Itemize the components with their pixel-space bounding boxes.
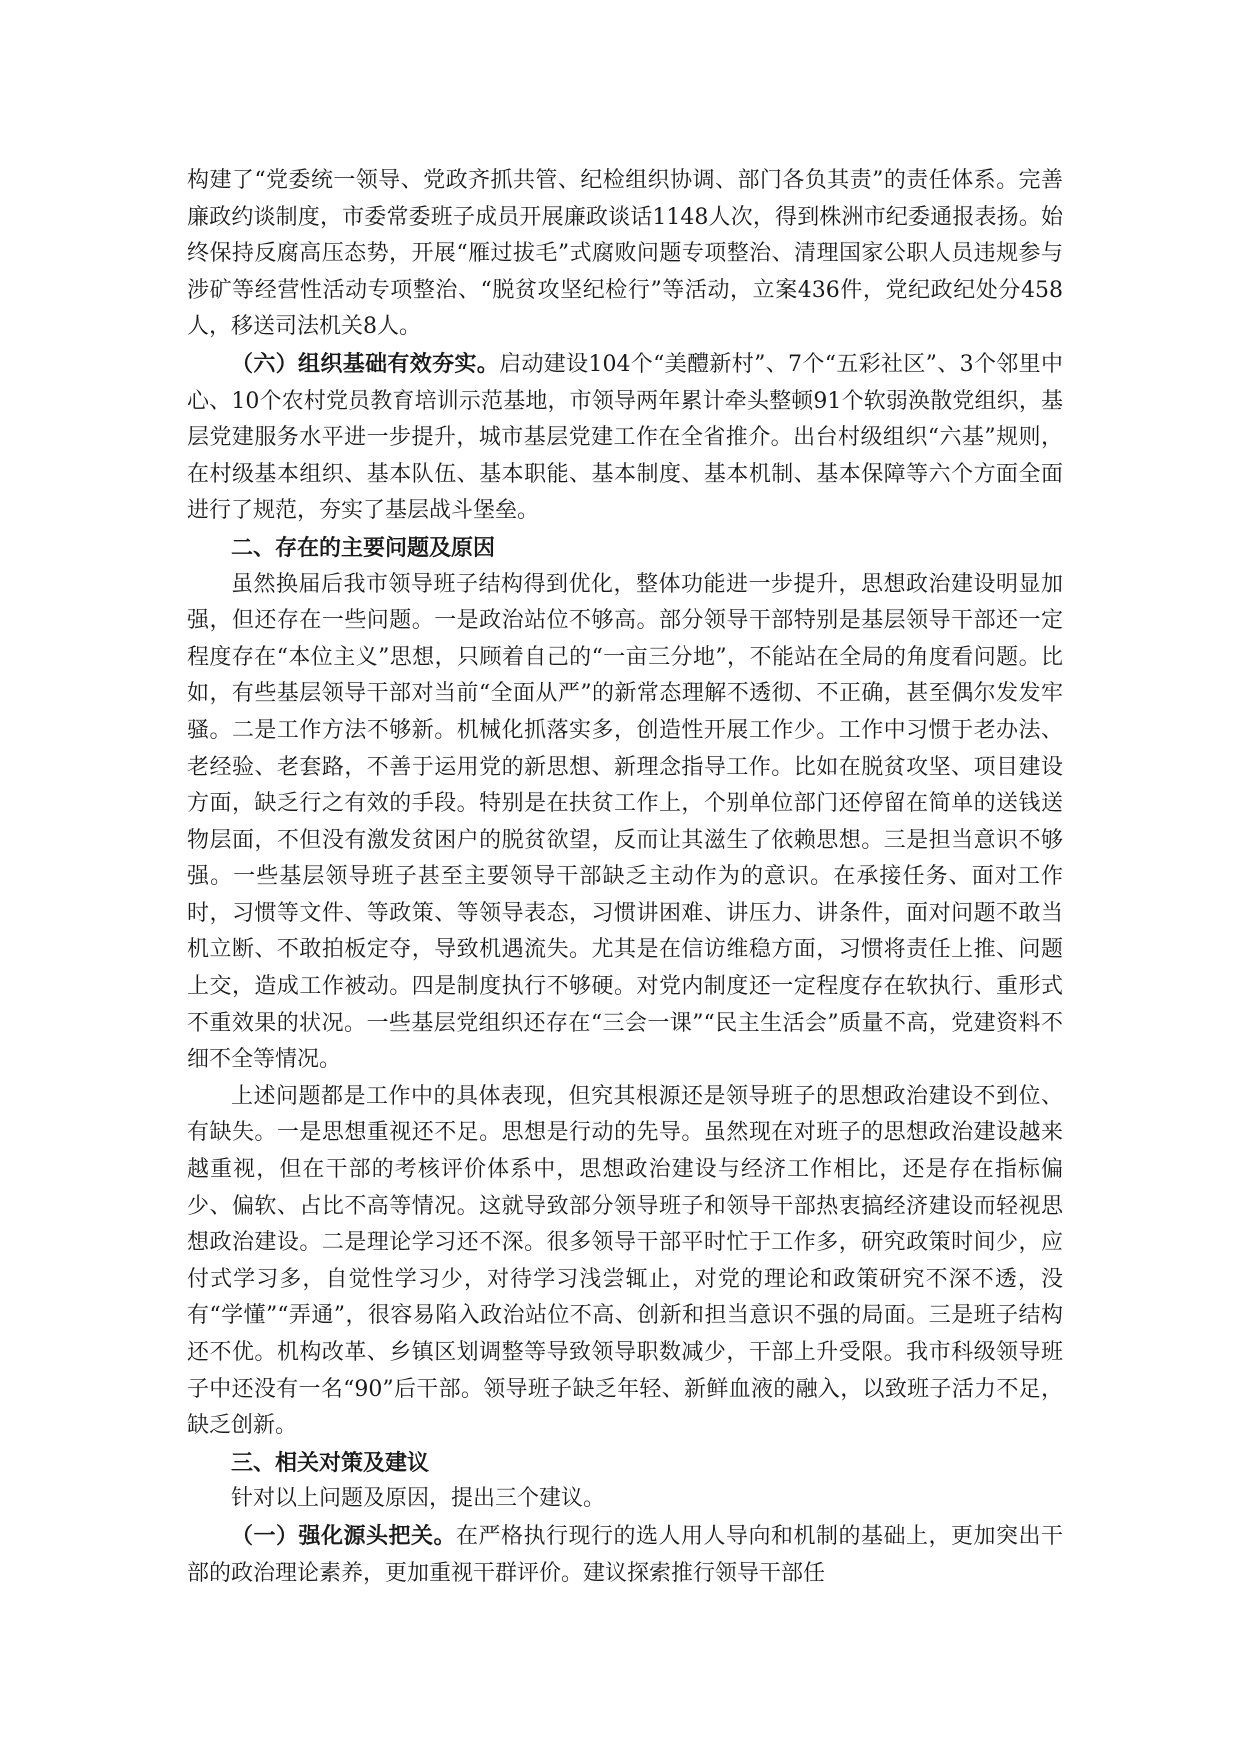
paragraph-text: 上述问题都是工作中的具体表现，但究其根源还是领导班子的思想政治建设不到位、有缺失。一是思想重视还不足。思想是行动的先导。虽然现在对班子的思想政治建设越来越重视，但在干部的考核评价体系中，思想政治建设与经济工作相比，还是存在指标偏少、偏软、占比不高等情况。这就导致部分领导班子和领导干部热衷搞经济建设而轻视思想政治建设。二是理论学习还不深。很多领导干部平时忙于工作多，研究政策时间少，应付式学习多，自觉性学习少，对待学习浅尝辄止，对党的理论和政策研究不深不透，没有“学懂”“弄通”，很容易陷入政治站位不高、创新和担当意识不强的局面。三是班子结构还不优。机构改革、乡镇区划调整等导致领导职数减少，干部上升受限。我市科级领导班子中还没有一名“90”后干部。领导班子缺乏年轻、新鲜血液的融入，以致班子活力不足，缺乏创新。 (187, 1083, 1063, 1439)
paragraph-text: 在严格执行现行的选人用人导向和机制的基础上，更加突出干部的政治理论素养，更加重视干群评价。建议探索推行领导干部任 (187, 1523, 1063, 1586)
paragraph-suggestions-intro (187, 1481, 1063, 1518)
paragraph-organization-foundation (187, 346, 1063, 530)
paragraph-lead: （六）组织基础有效夯实。 (231, 350, 500, 377)
paragraph-source-control (187, 1518, 1063, 1592)
paragraph-text: 虽然换届后我市领导班子结构得到优化，整体功能进一步提升，思想政治建设明显加强，但还存在一些问题。一是政治站位不够高。部分领导干部特别是基层领导干部还一定程度存在“本位主义”思想，只顾着自己的“一亩三分地”，不能站在全局的角度看问题。比如，有些基层领导干部对当前“全面从严”的新常态理解不透彻、不正确，甚至偶尔发发牢骚。二是工作方法不够新。机械化抓落实多，创造性开展工作少。工作中习惯于老办法、老经验、老套路，不善于运用党的新思想、新理念指导工作。比如在脱贫攻坚、项目建设方面，缺乏行之有效的手段。特别是在扶贫工作上，个别单位部门还停留在简单的送钱送物层面，不但没有激发贫困户的脱贫欲望，反而让其滋生了依赖思想。三是担当意识不够强。一些基层领导班子甚至主要领导干部缺乏主动作为的意识。在承接任务、面对工作时，习惯等文件、等政策、等领导表态，习惯讲困难、讲压力、讲条件，面对问题不敢当机立断、不敢拍板定夺，导致机遇流失。尤其是在信访维稳方面，习惯将责任上推、问题上交，造成工作被动。四是制度执行不够硬。对党内制度还一定程度存在软执行、重形式不重效果的状况。一些基层党组织还存在“三会一课”“民主生活会”质量不高，党建资料不细不全等情况。 (187, 571, 1063, 1073)
paragraph-causes (187, 1079, 1063, 1445)
paragraph-lead: （一）强化源头把关。 (231, 1522, 456, 1549)
paragraph-text: 启动建设104个“美醴新村”、7个“五彩社区”、3个邻里中心、10个农村党员教育培训示范基地，市领导两年累计牵头整顿91个软弱涣散党组织，基层党建服务水平进一步提升，城市基层党建工作在全省推介。出台村级组织“六基”规则，在村级基本组织、基本队伍、基本职能、基本制度、基本机制、基本保障等六个方面全面进行了规范，夯实了基层战斗堡垒。 (187, 351, 1063, 524)
section-heading-suggestions: 三、相关对策及建议 (231, 1449, 430, 1476)
section-heading-problems: 二、存在的主要问题及原因 (231, 534, 496, 561)
paragraph-text: 针对以上问题及原因，提出三个建议。 (231, 1486, 606, 1512)
paragraph-text: 构建了“党委统一领导、党政齐抓共管、纪检组织协调、部门各负其责”的责任体系。完善廉政约谈制度，市委常委班子成员开展廉政谈话1148人次，得到株洲市纪委通报表扬。始终保持反腐高压态势，开展“雁过拔毛”式腐败问题专项整治、清理国家公职人员违规参与涉矿等经营性活动专项整治、“脱贫攻坚纪检行”等活动，立案436件，党纪政纪处分458人，移送司法机关8人。 (187, 168, 1063, 340)
document-body (187, 163, 1063, 1592)
paragraph-problems (187, 567, 1063, 1079)
paragraph-accountability-system (187, 163, 1063, 346)
